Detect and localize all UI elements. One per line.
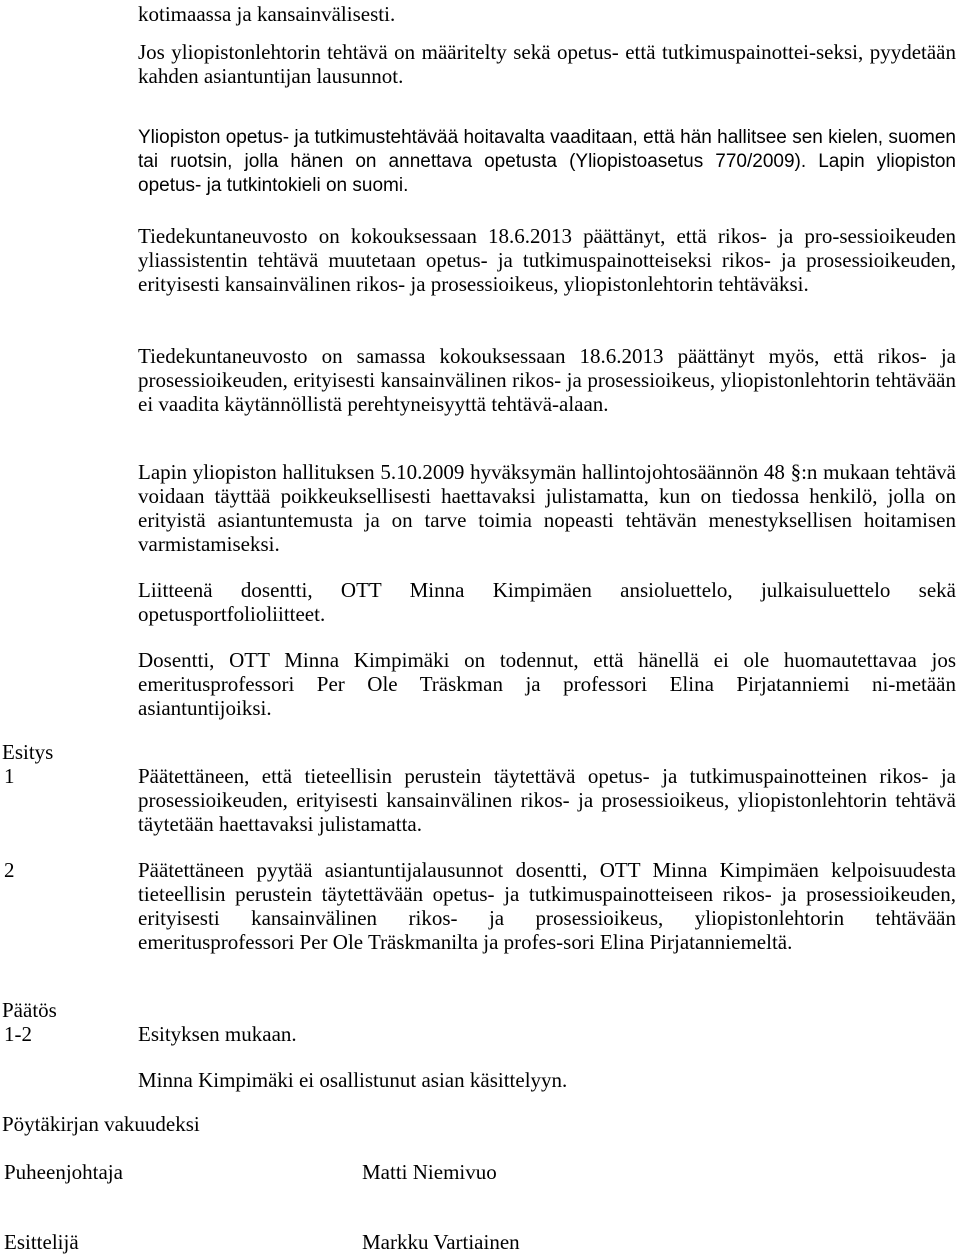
paragraph-kielitaito: Yliopiston opetus- ja tutkimustehtävää hoitavalta vaaditaan, että hän hallitsee sen kielen, suomen tai ruotsin, jolla hänen on annettava opetusta (Yliopistoasetus 770/2009). Lapin yliopiston opetus- ja tutkintokieli on suomi. (138, 127, 956, 196)
paragraph-liitteet: Liitteenä dosentti, OTT Minna Kimpimäen ansioluettelo, julkaisuluettelo sekä opetusportfolioliitteet. (138, 578, 956, 626)
presenter-role: Esittelijä (4, 1230, 79, 1254)
paragraph-lausunnot: Jos yliopistonlehtorin tehtävä on määritelty sekä opetus- että tutkimuspainottei-seksi, pyydetään kahden asiantuntijan lausunnot. (138, 40, 956, 88)
chair-name: Matti Niemivuo (362, 1160, 497, 1184)
esitys-label: Esitys (2, 740, 54, 764)
paragraph-intro-end: kotimaassa ja kansainvälisesti. (138, 2, 396, 26)
esitys-item-number: 1 (4, 764, 15, 788)
paatos-item-number: 1-2 (4, 1022, 32, 1046)
signature-heading: Pöytäkirjan vakuudeksi (2, 1112, 200, 1136)
chair-role: Puheenjohtaja (4, 1160, 123, 1184)
paatos-text: Esityksen mukaan. (138, 1022, 297, 1046)
esitys-item-number: 2 (4, 858, 15, 882)
presenter-name: Markku Vartiainen (362, 1230, 520, 1254)
paragraph-asiantuntijat: Dosentti, OTT Minna Kimpimäki on todennut, että hänellä ei ole huomautettavaa jos emeritusprofessori Per Ole Träskman ja professori Elina Pirjatanniemi ni-metään asiantuntijoiksi. (138, 648, 956, 720)
paragraph-tiedekuntaneuvosto-1: Tiedekuntaneuvosto on kokouksessaan 18.6.2013 päättänyt, että rikos- ja pro-sessioikeuden yliassistentin tehtävä muutetaan opetus- ja tutkimuspainotteiseksi rikos- ja prosessioikeuden, erityisesti kansainvälinen rikos- ja prosessioikeus, yliopistonlehtorin tehtäväksi. (138, 224, 956, 296)
esitys-item-text: Päätettäneen pyytää asiantuntijalausunnot dosentti, OTT Minna Kimpimäen kelpoisuudesta tieteellisin perustein täytettävään opetus- ja tutkimuspainotteiseen rikos- ja prosessioikeuden, erityisesti kansainvälinen rikos- ja prosessioikeus, yliopistonlehtorin tehtävään emeritusprofessori Per Ole Träskmanilta ja profes-sori Elina Pirjatanniemeltä. (138, 858, 956, 954)
paragraph-hallintojohtosaanto: Lapin yliopiston hallituksen 5.10.2009 hyväksymän hallintojohtosäännön 48 §:n mukaan tehtävä voidaan täyttää poikkeuksellisesti haettavaksi julistamatta, kun on tiedossa henkilö, jolla on erityistä asiantuntemusta ja on tarve toimia nopeasti tehtävän menestyksellisen hoitamisen varmistamiseksi. (138, 460, 956, 556)
paatos-label: Päätös (2, 998, 57, 1022)
esitys-item-text: Päätettäneen, että tieteellisin perustein täytettävä opetus- ja tutkimuspainotteinen rikos- ja prosessioikeuden, erityisesti kansainvälinen rikos- ja prosessioikeus, yliopistonlehtorin tehtävä täytetään haettavaksi julistamatta. (138, 764, 956, 836)
paatos-note: Minna Kimpimäki ei osallistunut asian käsittelyyn. (138, 1068, 568, 1092)
paragraph-tiedekuntaneuvosto-2: Tiedekuntaneuvosto on samassa kokouksessaan 18.6.2013 päättänyt myös, että rikos- ja prosessioikeuden, erityisesti kansainvälinen rikos- ja prosessioikeus, yliopistonlehtorin tehtävään ei vaadita käytännöllistä perehtyneisyyttä tehtävä-alaan. (138, 344, 956, 416)
